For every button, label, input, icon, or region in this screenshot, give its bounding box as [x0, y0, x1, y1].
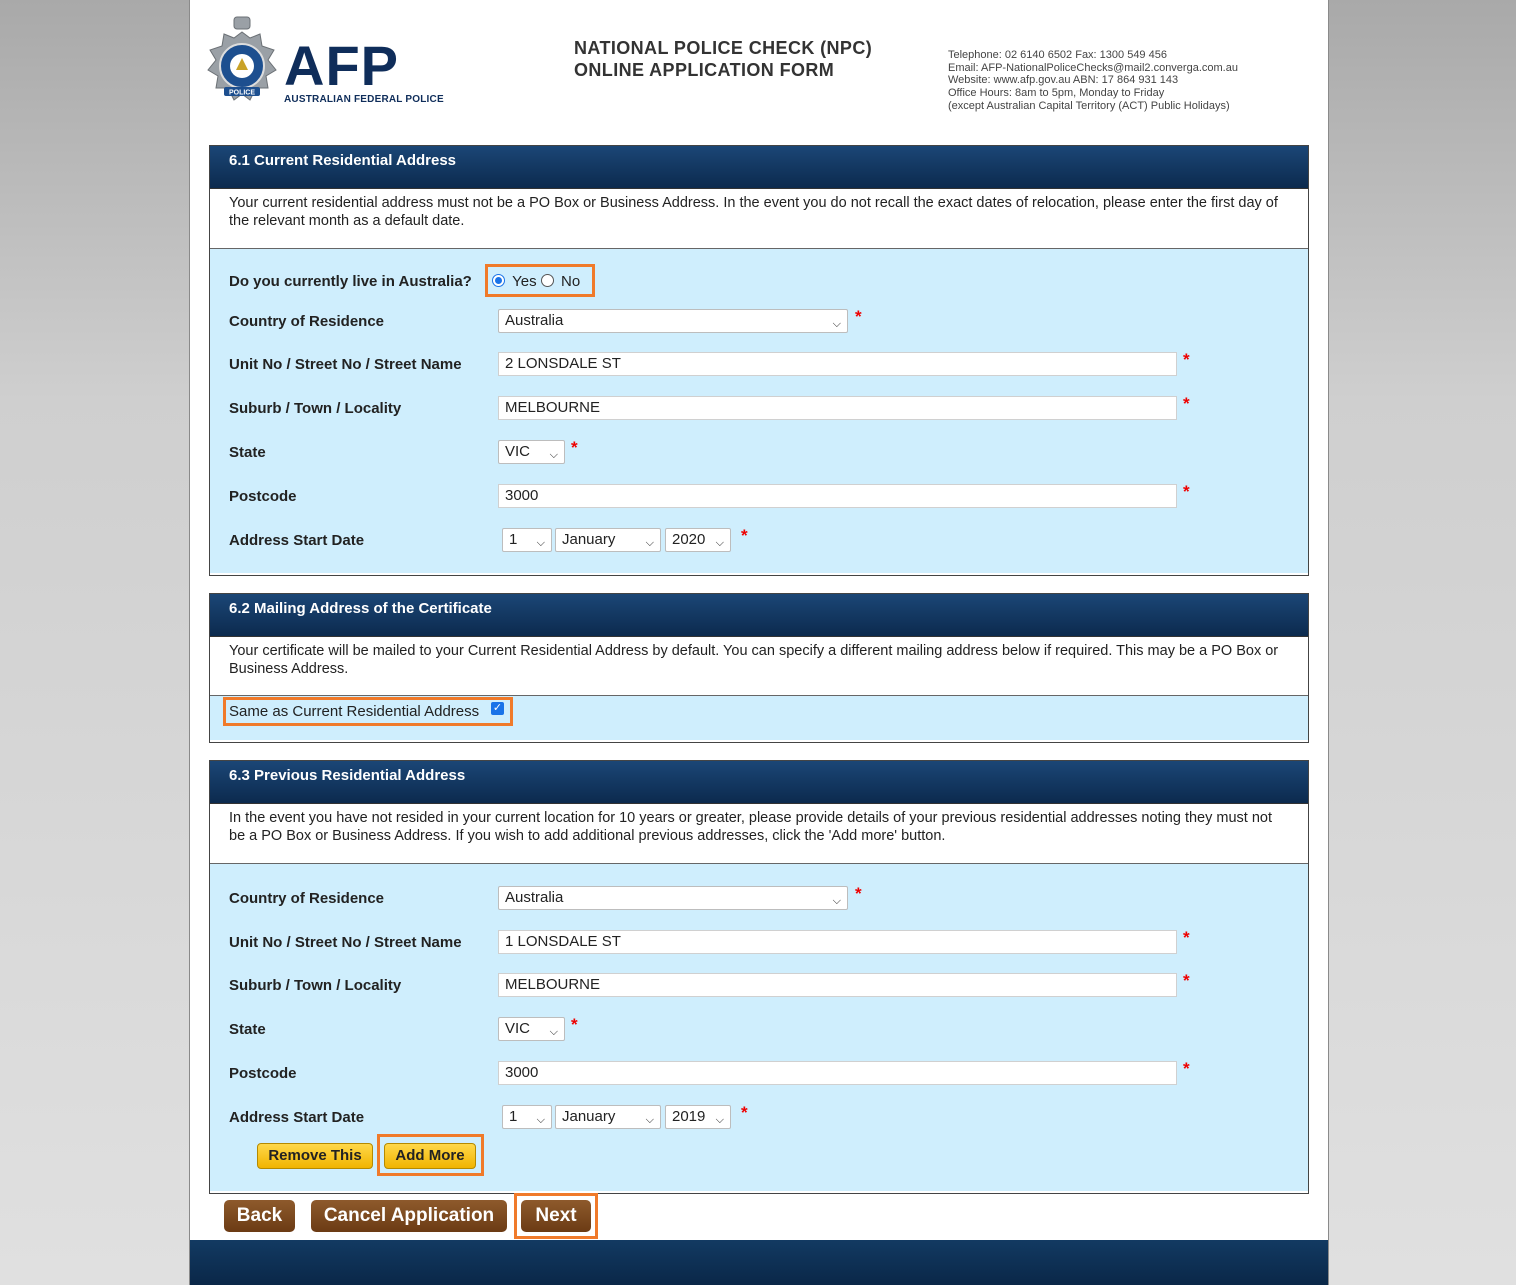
suburb-row: [210, 394, 1308, 424]
section-mailing-address: [209, 593, 1309, 743]
state-row: [210, 438, 1308, 468]
state-label: State: [229, 1021, 266, 1038]
section-body: [210, 864, 1308, 1191]
yes-radio[interactable]: [492, 274, 505, 287]
page-container: [189, 0, 1329, 1285]
country-row: [210, 307, 1308, 337]
start-year-select[interactable]: [665, 1105, 731, 1129]
contact-line: Office Hours: 8am to 5pm, Monday to Friday: [948, 87, 1165, 100]
chevron-down-icon: ⌵: [715, 1114, 724, 1126]
suburb-row: [210, 971, 1308, 1001]
chevron-down-icon: ⌵: [715, 537, 724, 549]
state-row: [210, 1015, 1308, 1045]
postcode-input[interactable]: 3000: [498, 1061, 1177, 1085]
live-in-australia-row: [210, 267, 1308, 297]
back-button[interactable]: Back: [224, 1200, 295, 1232]
yes-label: Yes: [512, 273, 537, 290]
country-value: Australia: [505, 889, 564, 906]
chevron-down-icon: ⌵: [549, 1026, 558, 1038]
chevron-down-icon: ⌵: [645, 1114, 654, 1126]
country-row: [210, 884, 1308, 914]
start-day-select[interactable]: [502, 1105, 552, 1129]
contact-info: [948, 49, 1238, 113]
chevron-down-icon: ⌵: [536, 537, 545, 549]
postcode-label: Postcode: [229, 1065, 297, 1082]
required-marker: *: [571, 1015, 578, 1034]
section-body: [210, 696, 1308, 740]
section-previous-address: [209, 760, 1309, 1194]
section-current-address: [209, 145, 1309, 576]
section-body: [210, 249, 1308, 573]
start-year-value: 2019: [672, 1108, 706, 1125]
form-title-line1: NATIONAL POLICE CHECK (NPC): [574, 38, 873, 58]
start-day-select[interactable]: [502, 528, 552, 552]
country-select[interactable]: [498, 886, 848, 910]
street-label: Unit No / Street No / Street Name: [229, 356, 462, 373]
cancel-application-button[interactable]: Cancel Application: [311, 1200, 507, 1232]
section-description: In the event you have not resided in your current location for 10 years or greater, please provide details of your previous residential addresses noting they must not be a PO Box or Business Address. If you wish to add additional previous addresses, click the 'Add more' button.: [210, 803, 1308, 864]
chevron-down-icon: ⌵: [832, 895, 841, 907]
postcode-input[interactable]: 3000: [498, 484, 1177, 508]
start-date-label: Address Start Date: [229, 1109, 365, 1126]
section-description: Your certificate will be mailed to your Current Residential Address by default. You can specify a different mailing address below if required. This may be a PO Box or Business Address.: [210, 636, 1308, 696]
remove-this-button[interactable]: Remove This: [257, 1143, 373, 1169]
start-year-value: 2020: [672, 531, 706, 548]
afp-logo-subtext: AUSTRALIAN FEDERAL POLICE: [284, 94, 444, 105]
required-marker: *: [855, 884, 862, 903]
country-select[interactable]: [498, 309, 848, 333]
postcode-label: Postcode: [229, 488, 297, 505]
chevron-down-icon: ⌵: [832, 318, 841, 330]
street-input[interactable]: 1 LONSDALE ST: [498, 930, 1177, 954]
section-title: 6.3 Previous Residential Address: [210, 761, 1308, 803]
contact-line: Email: AFP-NationalPoliceChecks@mail2.converga.com.au: [948, 61, 1238, 74]
contact-line: (except Australian Capital Territory (ACT) Public Holidays): [948, 99, 1230, 112]
section-title: 6.1 Current Residential Address: [210, 146, 1308, 188]
state-select[interactable]: [498, 1017, 565, 1041]
required-marker: *: [855, 307, 862, 326]
required-marker: *: [1183, 928, 1190, 947]
required-marker: *: [1183, 482, 1190, 501]
footer-bar: [190, 1240, 1328, 1285]
live-question-label: Do you currently live in Australia?: [229, 273, 472, 290]
country-label: Country of Residence: [229, 313, 385, 330]
state-value: VIC: [505, 443, 531, 460]
required-marker: *: [1183, 971, 1190, 990]
suburb-input[interactable]: MELBOURNE: [498, 973, 1177, 997]
contact-line: Website: www.afp.gov.au ABN: 17 864 931 143: [948, 74, 1179, 87]
start-date-label: Address Start Date: [229, 532, 365, 549]
contact-line: Telephone: 02 6140 6502 Fax: 1300 549 456: [948, 49, 1167, 61]
required-marker: *: [741, 526, 748, 545]
start-month-select[interactable]: [555, 528, 661, 552]
next-button[interactable]: Next: [521, 1200, 591, 1232]
start-date-row: [210, 1103, 1308, 1133]
form-title: [574, 37, 872, 81]
start-day-value: 1: [509, 531, 518, 548]
chevron-down-icon: ⌵: [645, 537, 654, 549]
chevron-down-icon: ⌵: [536, 1114, 545, 1126]
no-label: No: [561, 273, 581, 290]
start-year-select[interactable]: [665, 528, 731, 552]
state-label: State: [229, 444, 266, 461]
suburb-label: Suburb / Town / Locality: [229, 400, 402, 417]
start-month-value: January: [562, 531, 616, 548]
same-as-current-checkbox[interactable]: ✓: [492, 702, 503, 714]
required-marker: *: [1183, 350, 1190, 369]
postcode-row: [210, 482, 1308, 512]
suburb-label: Suburb / Town / Locality: [229, 977, 402, 994]
section-description: Your current residential address must not be a PO Box or Business Address. In the event you do not recall the exact dates of relocation, please enter the first day of the relevant month as a default date.: [210, 188, 1308, 249]
country-label: Country of Residence: [229, 890, 385, 907]
section-title: 6.2 Mailing Address of the Certificate: [210, 594, 1308, 636]
start-month-value: January: [562, 1108, 616, 1125]
country-value: Australia: [505, 312, 564, 329]
state-value: VIC: [505, 1020, 531, 1037]
afp-badge-logo: [204, 14, 280, 115]
postcode-row: [210, 1059, 1308, 1089]
street-input[interactable]: 2 LONSDALE ST: [498, 352, 1177, 376]
chevron-down-icon: ⌵: [549, 449, 558, 461]
street-label: Unit No / Street No / Street Name: [229, 934, 462, 951]
no-radio[interactable]: [541, 274, 554, 287]
start-day-value: 1: [509, 1108, 518, 1125]
required-marker: *: [741, 1103, 748, 1122]
same-as-current-label: Same as Current Residential Address: [229, 703, 480, 720]
street-row: [210, 350, 1308, 380]
add-more-button[interactable]: Add More: [384, 1143, 476, 1169]
badge-text: POLICE: [228, 89, 256, 97]
state-select[interactable]: [498, 440, 565, 464]
required-marker: *: [571, 438, 578, 457]
suburb-input[interactable]: MELBOURNE: [498, 396, 1177, 420]
start-date-row: [210, 526, 1308, 556]
form-title-line2: ONLINE APPLICATION FORM: [574, 60, 835, 80]
required-marker: *: [1183, 394, 1190, 413]
street-row: [210, 928, 1308, 958]
start-month-select[interactable]: [555, 1105, 661, 1129]
required-marker: *: [1183, 1059, 1190, 1078]
afp-logo-text: AFP: [284, 34, 399, 97]
